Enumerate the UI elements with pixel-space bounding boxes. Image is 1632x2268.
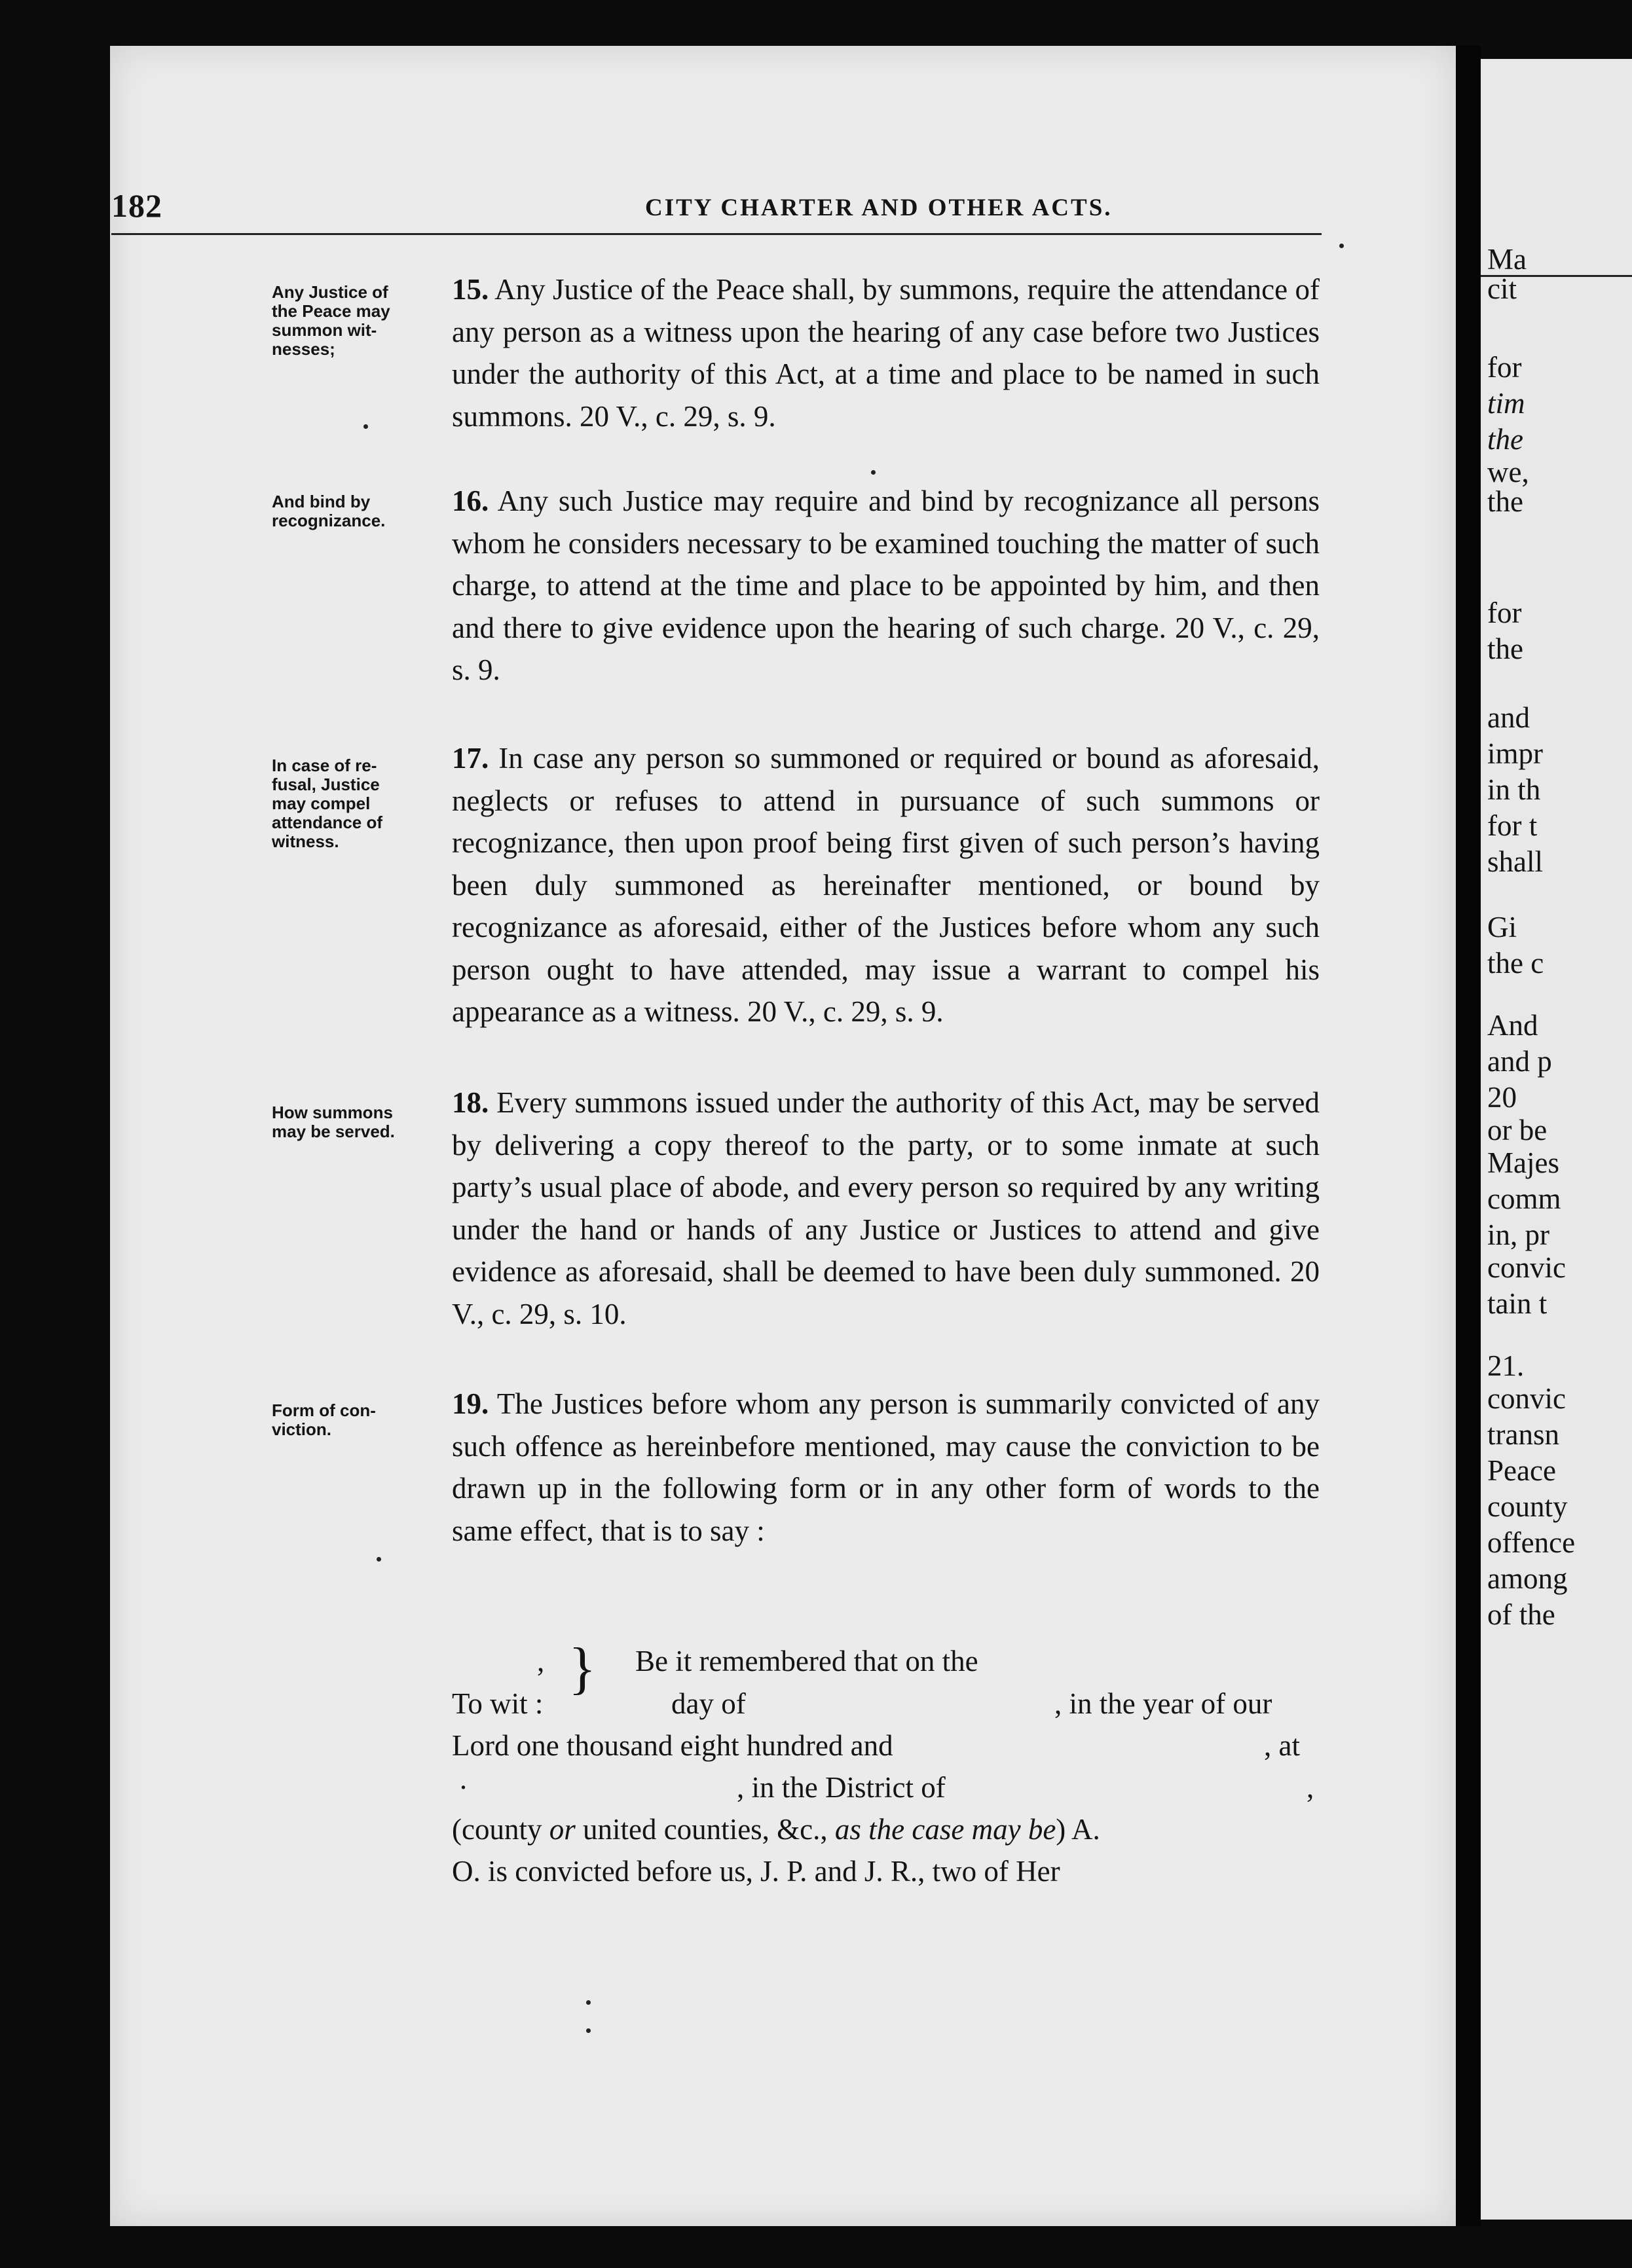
facing-page-line: tim — [1487, 387, 1525, 420]
print-speck — [871, 470, 876, 475]
form-line-5 — [452, 1808, 1320, 1850]
section-text: In case any person so summoned or required or bound as aforesaid, neglects or refuses to attend in pursuance of such summons or recognizance, then upon proof being first given of such person’s having been duly summoned as hereinafter mentioned, or bound by recognizance as aforesaid, either of the Justices before whom any such person ought to have attended, may issue a warrant to compel his appearance as a witness. 20 V., c. 29, s. 9. — [452, 742, 1320, 1028]
section-number: 15. — [452, 273, 489, 306]
facing-page-line: for — [1487, 596, 1522, 629]
facing-page-line: 21. — [1487, 1349, 1525, 1382]
header-rule — [111, 233, 1322, 235]
facing-page-line: for — [1487, 351, 1522, 384]
facing-page-line: tain t — [1487, 1287, 1548, 1320]
form-district-of: , in the District of — [737, 1771, 946, 1804]
form-comma: , — [537, 1645, 545, 1677]
form-text: ) A. — [1056, 1813, 1100, 1846]
form-text: (county — [452, 1813, 549, 1846]
facing-page-line: the — [1487, 485, 1523, 518]
section-number: 16. — [452, 485, 489, 517]
section-number: 19. — [452, 1387, 489, 1420]
facing-page-line: convic — [1487, 1251, 1566, 1284]
facing-page-line: convic — [1487, 1382, 1566, 1415]
facing-page-line: transn — [1487, 1418, 1559, 1451]
facing-page-line: we, — [1487, 456, 1529, 488]
section-17 — [452, 737, 1320, 1033]
facing-page-line: for t — [1487, 809, 1538, 842]
form-line-1: Be it remembered that on the — [635, 1645, 978, 1677]
form-to-wit: To wit : — [452, 1687, 544, 1720]
facing-page-line: in, pr — [1487, 1218, 1549, 1251]
form-line-3-right: , at — [1264, 1729, 1300, 1762]
facing-page-line: Gi — [1487, 911, 1517, 943]
facing-page-line: shall — [1487, 845, 1543, 878]
section-16 — [452, 480, 1320, 691]
facing-page-line: 20 — [1487, 1081, 1517, 1114]
running-title: CITY CHARTER AND OTHER ACTS. — [645, 194, 1113, 221]
form-line-3-left: Lord one thousand eight hundred and — [452, 1729, 893, 1762]
facing-page-line: and p — [1487, 1045, 1552, 1078]
facing-page-line: Peace — [1487, 1454, 1556, 1487]
margin-note-compel-attendance: In case of re- fusal, Justice may compel attendance of witness. — [272, 756, 383, 851]
form-italic-text: as the case may be — [834, 1813, 1056, 1846]
section-15 — [452, 268, 1320, 437]
print-speck — [1339, 244, 1344, 248]
section-19 — [452, 1383, 1320, 1552]
section-number: 17. — [452, 742, 489, 775]
facing-page-line: or be — [1487, 1114, 1548, 1146]
section-text: Any such Justice may require and bind by recognizance all persons whom he considers necessary to be examined touching the matter of such charge, to attend at the time and place to be appointed by him, and then and there to give evidence upon the hearing of such charge. 20 V., c. 29, s. 9. — [452, 485, 1320, 686]
facing-page-line: and — [1487, 701, 1530, 734]
section-18 — [452, 1082, 1320, 1335]
facing-page-line: in th — [1487, 773, 1541, 806]
page-number: 182 — [111, 187, 162, 224]
form-text: united counties, &c., — [575, 1813, 835, 1846]
section-text: Any Justice of the Peace shall, by summons, require the attendance of any person as a witness upon the hearing of any case before two Justices under the authority of this Act, at a time and place to be named in such summons. 20 V., c. 29, s. 9. — [452, 273, 1320, 433]
form-day-of: day of — [671, 1687, 746, 1720]
form-dot: · — [458, 1771, 468, 1804]
facing-page-line: the c — [1487, 947, 1544, 979]
form-year-of-our: , in the year of our — [1054, 1687, 1272, 1720]
print-speck — [586, 2000, 591, 2005]
facing-page-line: impr — [1487, 737, 1543, 770]
section-number: 18. — [452, 1086, 489, 1119]
facing-page-line: offence — [1487, 1526, 1576, 1559]
facing-page-line: county — [1487, 1490, 1568, 1523]
page-gutter — [1456, 46, 1481, 2226]
margin-note-form-of-conviction: Form of con- viction. — [272, 1400, 376, 1439]
facing-page-line: among — [1487, 1562, 1568, 1595]
facing-page-line: Majes — [1487, 1146, 1559, 1179]
form-line-4-comma: , — [1307, 1771, 1314, 1804]
print-speck — [363, 424, 368, 429]
section-text: The Justices before whom any person is summarily convicted of any such offence as hereinbefore mentioned, may cause the conviction to be drawn up in the following form or in any other form of words to the same effect, that is to say : — [452, 1387, 1320, 1547]
facing-page-line: the — [1487, 423, 1523, 456]
facing-page-line: Ma — [1487, 243, 1527, 276]
facing-page-line: the — [1487, 632, 1523, 665]
facing-page-line: of the — [1487, 1598, 1555, 1631]
margin-note-recognizance: And bind by recognizance. — [272, 492, 386, 530]
print-speck — [377, 1557, 381, 1562]
facing-page-line: And — [1487, 1009, 1538, 1042]
facing-page-fragment — [1481, 59, 1632, 2220]
facing-page-line: comm — [1487, 1182, 1561, 1215]
form-brace: } — [568, 1637, 597, 1700]
margin-note-summons-service: How summons may be served. — [272, 1103, 395, 1141]
margin-note-summon-witnesses: Any Justice of the Peace may summon wit- nesses; — [272, 282, 390, 359]
form-italic-text: or — [549, 1813, 576, 1846]
facing-page-line: cit — [1487, 272, 1517, 305]
form-line-6: O. is convicted before us, J. P. and J. R., two of Her — [452, 1855, 1060, 1888]
section-text: Every summons issued under the authority of this Act, may be served by delivering a copy thereof to the party, or to some inmate at such party’s usual place of abode, and every person so required by any writing under the hand or hands of any Justice or Justices to attend and give evidence as aforesaid, shall be deemed to have been duly summoned. 20 V., c. 29, s. 10. — [452, 1086, 1320, 1330]
print-speck — [586, 2028, 591, 2033]
